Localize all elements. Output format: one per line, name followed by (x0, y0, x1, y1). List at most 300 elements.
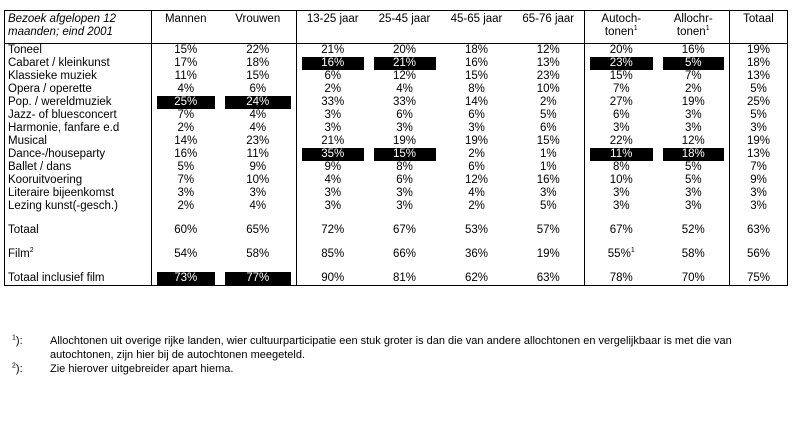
table-cell (585, 174, 658, 187)
table-cell (730, 135, 788, 148)
cell-value: 25% (157, 96, 215, 109)
table-cell (730, 174, 788, 187)
table-cell (730, 57, 788, 70)
table-cell (297, 247, 369, 261)
totaal-row (5, 223, 788, 237)
table-cell (297, 109, 369, 122)
cell-value: 3% (684, 187, 702, 199)
table-cell (658, 96, 730, 109)
cell-value: 14% (464, 96, 489, 108)
table-row (5, 96, 788, 109)
spacer-cell (730, 261, 788, 271)
spacer-row (5, 261, 788, 271)
column-header-line: 65-76 jaar (522, 13, 575, 25)
footnote-text: Zie hierover uitgebreider apart hiema. (50, 363, 234, 375)
cell-value: 7% (177, 109, 195, 121)
cell-value: 6% (396, 109, 413, 121)
film-row (5, 247, 788, 261)
table-cell (513, 187, 585, 200)
cell-value: 4% (249, 109, 267, 121)
table-row (5, 83, 788, 96)
spacer-cell (5, 237, 152, 247)
row-label: Jazz- of bluesconcert (5, 109, 152, 122)
cell-value: 4% (324, 174, 342, 186)
cell-value: 3% (750, 187, 767, 199)
row-label: Pop. / wereldmuziek (5, 96, 152, 109)
table-row (5, 174, 788, 187)
cell-value: 22% (246, 44, 270, 56)
cell-value: 5% (684, 161, 702, 173)
column-header (730, 11, 788, 44)
table-cell (513, 57, 585, 70)
cell-value: 3% (396, 122, 413, 134)
cell-value: 5% (750, 109, 767, 121)
table-row (5, 122, 788, 135)
footnote-marker: 1 (633, 25, 638, 33)
table-cell (513, 122, 585, 135)
table-cell (513, 174, 585, 187)
spacer-cell (220, 237, 297, 247)
table-row (5, 135, 788, 148)
table-cell (152, 271, 220, 286)
cell-value: 16% (174, 148, 198, 160)
table-cell (585, 187, 658, 200)
cell-value: 2% (684, 83, 702, 95)
cell-value: 18% (246, 57, 270, 69)
cell-value: 3% (396, 187, 413, 199)
cell-value: 75% (746, 271, 771, 284)
spacer-cell (441, 213, 513, 223)
cell-value: 15% (464, 70, 489, 82)
table-cell (730, 187, 788, 200)
cell-value: 10% (609, 174, 633, 186)
cell-value: 90% (321, 271, 345, 284)
cell-value: 18% (464, 44, 489, 56)
row-label: Film$^2$ (5, 247, 152, 261)
spacer-cell (369, 261, 441, 271)
table-cell (152, 200, 220, 213)
cell-value: 81% (392, 271, 417, 284)
table-cell (730, 161, 788, 174)
table-cell (585, 161, 658, 174)
cell-value: 4% (249, 122, 267, 134)
table-header-row (5, 11, 788, 44)
cell-value: 6% (396, 174, 413, 186)
table-row (5, 200, 788, 213)
cell-value: 3% (324, 122, 342, 134)
spacer-cell (297, 213, 369, 223)
cell-value: 53% (464, 223, 489, 236)
column-header-line: tonen$^1$ (676, 25, 710, 38)
cell-value: 8% (468, 83, 485, 95)
cell-value: 3% (324, 187, 342, 199)
table-cell (441, 135, 513, 148)
cell-value: 21% (321, 135, 345, 147)
cell-value: 3% (750, 200, 767, 212)
cell-value: 2% (324, 83, 342, 95)
spacer-cell (297, 261, 369, 271)
spacer-cell (297, 237, 369, 247)
table-cell (220, 247, 297, 261)
table-cell (585, 83, 658, 96)
cell-value: 7% (684, 70, 702, 82)
table-cell (441, 223, 513, 237)
cell-value: 3% (684, 122, 702, 134)
cell-value: 12% (536, 44, 560, 56)
spacer-cell (220, 213, 297, 223)
cell-value: 2% (177, 122, 195, 134)
spacer-cell (220, 261, 297, 271)
cell-value: 11% (590, 148, 653, 161)
table-cell (220, 70, 297, 83)
spacer-cell (730, 213, 788, 223)
cell-value: 65% (246, 223, 270, 236)
cell-value: 4% (396, 83, 413, 95)
cell-value: 17% (174, 57, 198, 69)
table-cell (585, 57, 658, 70)
row-label: Totaal (5, 223, 152, 237)
cell-value: 3% (177, 187, 195, 199)
cell-value: 4% (177, 83, 195, 95)
column-header-line: Allochr- (673, 13, 713, 25)
footnote-marker: 1 (12, 334, 16, 342)
cell-value: 18% (746, 57, 771, 69)
row-label: Ballet / dans (5, 161, 152, 174)
cell-value: 23% (536, 70, 560, 82)
cell-value: 7% (612, 83, 630, 95)
table-cell (513, 247, 585, 261)
table-cell (369, 161, 441, 174)
table-cell (152, 135, 220, 148)
cell-value: 55%$^1$ (607, 247, 635, 260)
column-header (585, 11, 658, 44)
corner-header-line: Bezoek afgelopen 12 (8, 13, 117, 25)
cell-value: 6% (468, 161, 485, 173)
table-cell (297, 174, 369, 187)
table-cell (220, 200, 297, 213)
table-cell (730, 271, 788, 286)
table-cell (441, 247, 513, 261)
table-cell (513, 109, 585, 122)
cell-value: 57% (536, 223, 560, 236)
row-label: Musical (5, 135, 152, 148)
table-cell (369, 70, 441, 83)
cell-value: 19% (464, 135, 489, 147)
cell-value: 2% (539, 96, 557, 108)
table-cell (369, 247, 441, 261)
cell-value: 13% (746, 70, 771, 82)
table-cell (220, 122, 297, 135)
cell-value: 20% (392, 44, 417, 56)
table-cell (152, 174, 220, 187)
table-cell (441, 187, 513, 200)
cell-value: 12% (464, 174, 489, 186)
cell-value: 5% (539, 109, 557, 121)
cell-value: 5% (539, 200, 557, 212)
row-label: Lezing kunst(-gesch.) (5, 200, 152, 213)
cell-value: 54% (174, 247, 198, 260)
cell-value: 14% (174, 135, 198, 147)
cell-value: 6% (539, 122, 557, 134)
table-cell (220, 271, 297, 286)
table-cell (513, 44, 585, 58)
cell-value: 60% (174, 223, 198, 236)
cell-value: 3% (468, 122, 485, 134)
table-cell (658, 174, 730, 187)
spacer-cell (152, 237, 220, 247)
cell-value: 12% (392, 70, 417, 82)
cell-value: 5% (663, 57, 725, 70)
table-cell (297, 187, 369, 200)
spacer-cell (658, 237, 730, 247)
table-cell (730, 44, 788, 58)
table-cell (220, 223, 297, 237)
column-header (513, 11, 585, 44)
table-cell (369, 223, 441, 237)
cell-value: 73% (157, 272, 215, 285)
spacer-cell (658, 213, 730, 223)
cell-value: 35% (302, 148, 364, 161)
cell-value: 19% (681, 96, 705, 108)
spacer-cell (5, 261, 152, 271)
cell-value: 72% (321, 223, 345, 236)
cell-value: 58% (246, 247, 270, 260)
table-cell (658, 223, 730, 237)
row-label: Koоruitvoering (5, 174, 152, 187)
footnotes (12, 334, 782, 376)
table-cell (220, 109, 297, 122)
row-label: Dance-/houseparty (5, 148, 152, 161)
table-row (5, 161, 788, 174)
table-cell (658, 148, 730, 161)
column-header-line: 45-65 jaar (450, 13, 503, 25)
spacer-cell (441, 261, 513, 271)
table-cell (369, 44, 441, 58)
table-cell (658, 122, 730, 135)
table-cell (730, 83, 788, 96)
cell-value: 23% (590, 57, 653, 70)
spacer-cell (152, 213, 220, 223)
footnote-marker: 2 (29, 247, 34, 254)
spacer-row (5, 213, 788, 223)
table-cell (297, 83, 369, 96)
cell-value: 10% (536, 83, 560, 95)
cell-value: 4% (249, 200, 267, 212)
table-row (5, 44, 788, 58)
cell-value: 12% (681, 135, 705, 147)
cell-value: 66% (392, 247, 417, 260)
row-label: Toneel (5, 44, 152, 58)
cell-value: 3% (612, 187, 630, 199)
cell-value: 19% (536, 247, 560, 260)
cell-value: 7% (750, 161, 767, 173)
cell-value: 16% (681, 44, 705, 56)
table-cell (513, 200, 585, 213)
corner-header-line: maanden; eind 2001 (8, 26, 113, 38)
table-cell (441, 148, 513, 161)
cell-value: 27% (609, 96, 633, 108)
cell-value: 23% (246, 135, 270, 147)
table-cell (585, 271, 658, 286)
cell-value: 63% (536, 271, 560, 284)
cell-value: 6% (612, 109, 630, 121)
cell-value: 20% (609, 44, 633, 56)
cell-value: 16% (464, 57, 489, 69)
cell-value: 3% (684, 109, 702, 121)
table-cell (220, 161, 297, 174)
table-cell (152, 148, 220, 161)
table-cell (297, 122, 369, 135)
column-header-line: 25-45 jaar (378, 13, 431, 25)
table-cell (585, 200, 658, 213)
table-cell (513, 70, 585, 83)
cell-value: 19% (746, 44, 771, 56)
table-cell (369, 96, 441, 109)
cell-value: 9% (249, 161, 267, 173)
table-cell (369, 148, 441, 161)
table-cell (658, 200, 730, 213)
spacer-cell (441, 237, 513, 247)
column-header (369, 11, 441, 44)
cell-value: 67% (392, 223, 417, 236)
table-cell (220, 44, 297, 58)
cell-value: 3% (324, 109, 342, 121)
table-cell (220, 57, 297, 70)
cell-value: 21% (374, 57, 436, 70)
cell-value: 62% (464, 271, 489, 284)
cell-value: 10% (246, 174, 270, 186)
table-cell (585, 109, 658, 122)
table-cell (730, 122, 788, 135)
table-cell (441, 122, 513, 135)
participation-table-container (4, 10, 787, 286)
spacer-cell (369, 237, 441, 247)
table-cell (152, 223, 220, 237)
table-row (5, 57, 788, 70)
table-cell (513, 223, 585, 237)
spacer-cell (513, 213, 585, 223)
spacer-cell (585, 261, 658, 271)
cell-value: 3% (249, 187, 267, 199)
table-cell (658, 247, 730, 261)
table-cell (730, 96, 788, 109)
cell-value: 33% (321, 96, 345, 108)
cell-value: 77% (225, 272, 292, 285)
row-label: Harmonie, fanfare e.d (5, 122, 152, 135)
table-cell (220, 148, 297, 161)
table-cell (369, 187, 441, 200)
footnote-marker-label: $^2$): (12, 362, 23, 375)
cell-value: 11% (246, 148, 269, 160)
cell-value: 18% (663, 148, 725, 161)
table-cell (220, 96, 297, 109)
cell-value: 25% (746, 96, 771, 108)
cell-value: 8% (396, 161, 413, 173)
row-label: Totaal inclusief film (5, 271, 152, 286)
table-cell (152, 70, 220, 83)
table-cell (152, 44, 220, 58)
table-cell (441, 83, 513, 96)
table-cell (152, 247, 220, 261)
table-cell (730, 223, 788, 237)
cell-value: 78% (609, 271, 633, 284)
table-cell (152, 187, 220, 200)
spacer-cell (513, 237, 585, 247)
table-cell (513, 135, 585, 148)
table-cell (297, 70, 369, 83)
cell-value: 36% (464, 247, 489, 260)
cell-value: 16% (536, 174, 560, 186)
spacer-cell (513, 261, 585, 271)
footnote (12, 362, 782, 376)
cell-value: 1% (539, 161, 557, 173)
cell-value: 2% (468, 148, 485, 160)
table-cell (369, 57, 441, 70)
table-cell (152, 83, 220, 96)
cell-value: 7% (177, 174, 195, 186)
cell-value: 3% (684, 200, 702, 212)
footnote (12, 334, 782, 362)
cell-value: 15% (609, 70, 633, 82)
column-header-line: Mannen (164, 13, 207, 25)
cell-value: 19% (746, 135, 771, 147)
cell-value: 5% (177, 161, 195, 173)
table-cell (513, 161, 585, 174)
table-cell (513, 83, 585, 96)
cell-value: 67% (609, 223, 633, 236)
table-cell (730, 70, 788, 83)
table-cell (658, 57, 730, 70)
spacer-cell (5, 213, 152, 223)
table-cell (220, 174, 297, 187)
footnote-marker: 1 (630, 247, 635, 254)
cell-value: 24% (225, 96, 292, 109)
cell-value: 3% (612, 122, 630, 134)
table-cell (730, 109, 788, 122)
table-cell (441, 200, 513, 213)
table-cell (369, 174, 441, 187)
footnote-marker-label: $^1$): (12, 334, 23, 347)
table-cell (369, 122, 441, 135)
table-cell (513, 148, 585, 161)
table-cell (658, 44, 730, 58)
column-header (658, 11, 730, 44)
footnote-marker: 2 (12, 362, 16, 370)
cell-value: 9% (750, 174, 767, 186)
cell-value: 6% (468, 109, 485, 121)
table-row (5, 70, 788, 83)
cell-value: 2% (177, 200, 195, 212)
table-cell (585, 247, 658, 261)
table-cell (441, 70, 513, 83)
spacer-row (5, 237, 788, 247)
table-cell (369, 200, 441, 213)
table-cell (585, 44, 658, 58)
column-header-line: Autoch- (601, 13, 642, 25)
cell-value: 15% (374, 148, 436, 161)
table-cell (152, 109, 220, 122)
table-cell (658, 271, 730, 286)
table-cell (513, 96, 585, 109)
table-cell (369, 271, 441, 286)
table-row (5, 109, 788, 122)
spacer-cell (585, 213, 658, 223)
column-header-line: tonen$^1$ (604, 25, 638, 38)
table-cell (441, 96, 513, 109)
cell-value: 4% (468, 187, 485, 199)
table-cell (297, 44, 369, 58)
cell-value: 5% (684, 174, 702, 186)
